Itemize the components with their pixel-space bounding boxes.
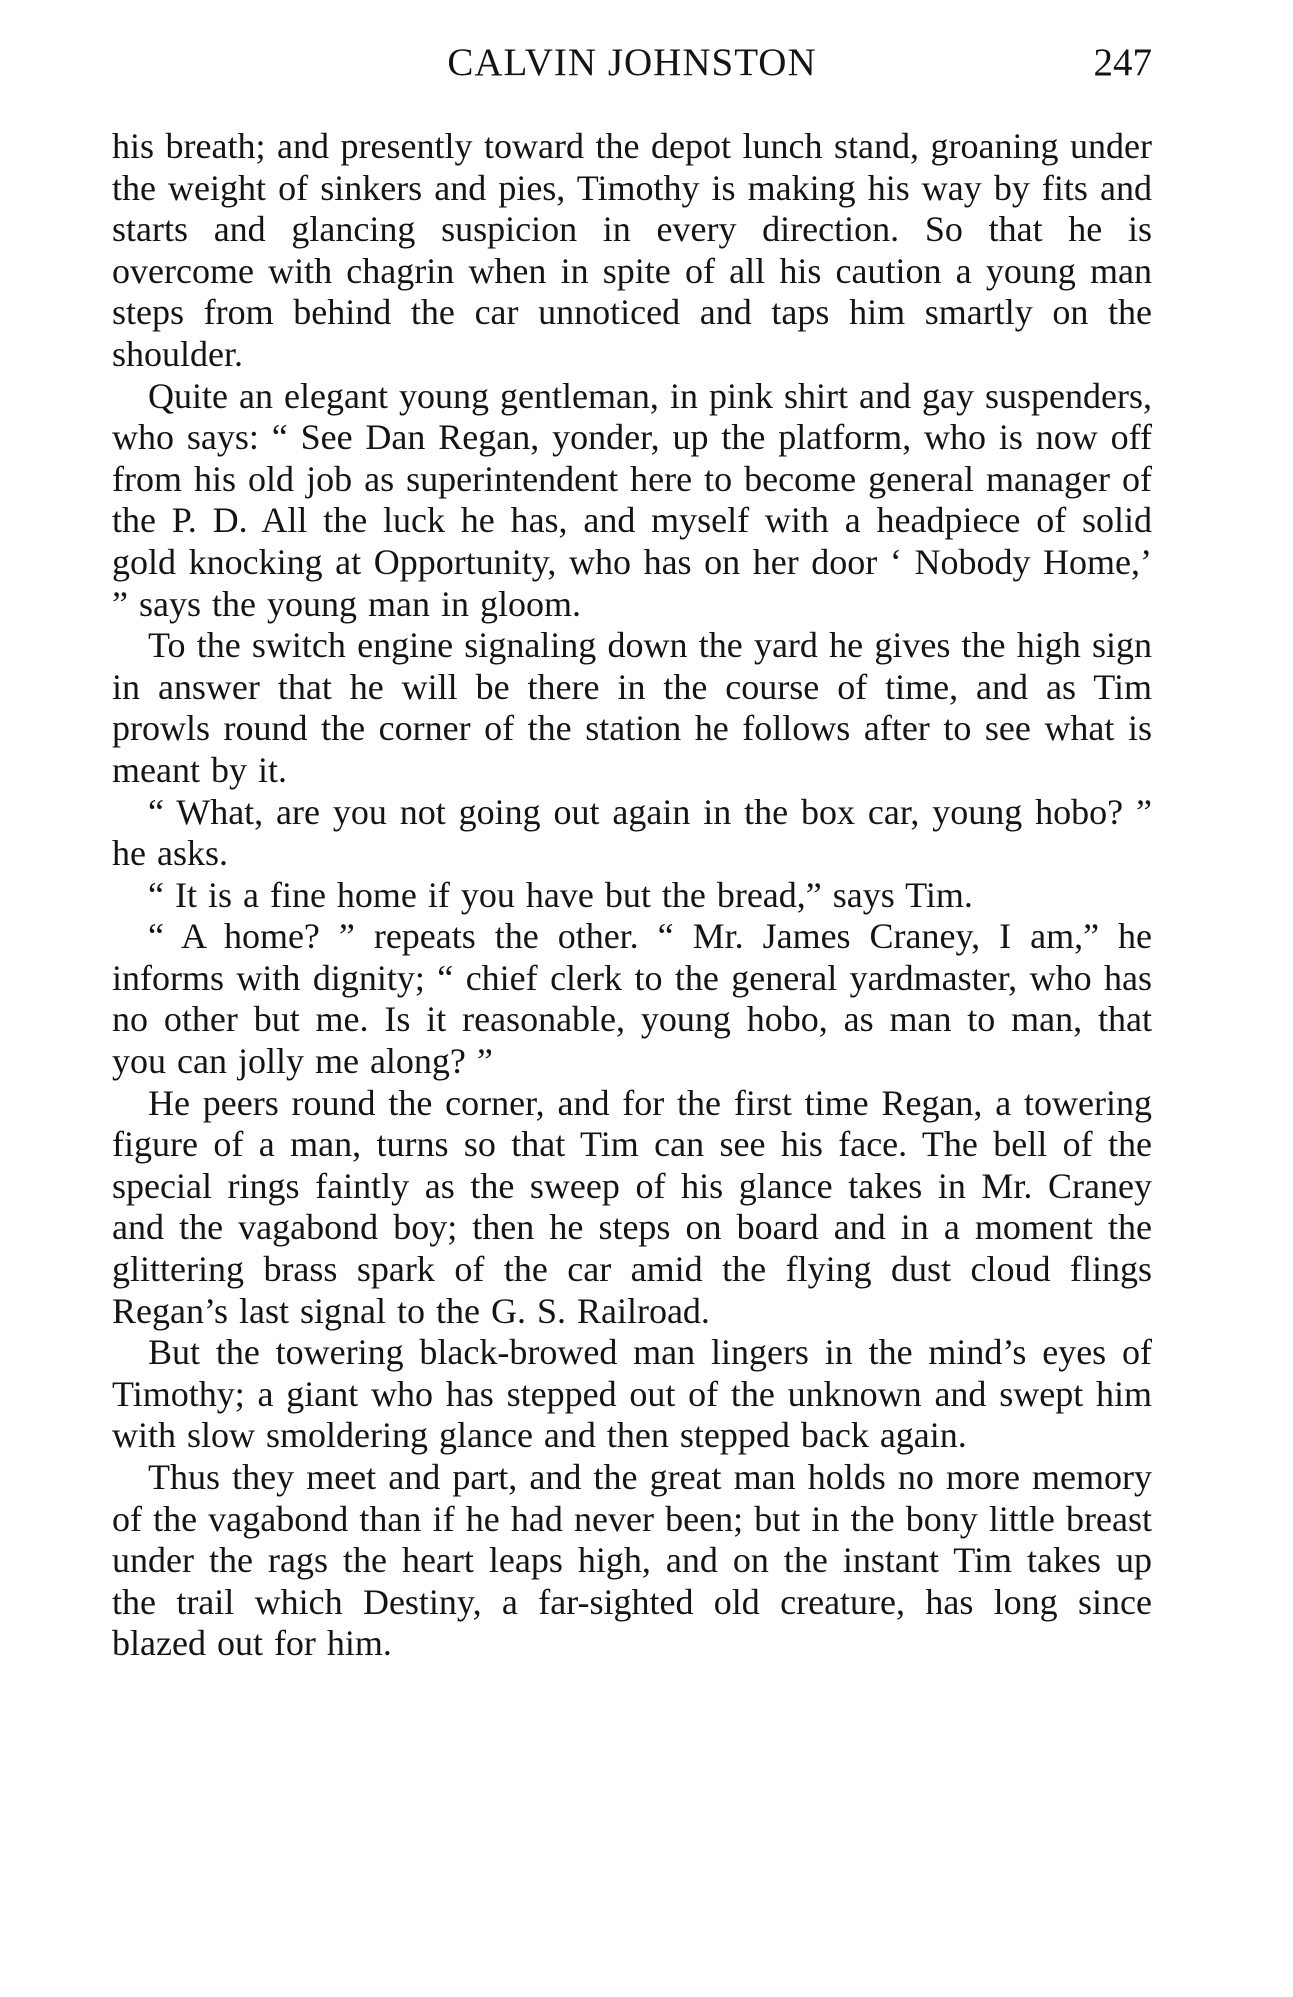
- paragraph-4: “ What, are you not going out again in the box car, young hobo? ” he asks.: [112, 791, 1152, 874]
- running-title: CALVIN JOHNSTON: [447, 41, 817, 84]
- paragraph-9: Thus they meet and part, and the great man holds no more memory of the vagabond than if he had never been; but in the bony little breast under the rags the heart leaps high, and on the instant Tim takes up the trail which Destiny, a far-sighted old creature, has long since blazed out for him.: [112, 1457, 1152, 1664]
- paragraph-5: “ It is a fine home if you have but the bread,” says Tim.: [148, 874, 973, 915]
- paragraph-7: He peers round the corner, and for the first time Regan, a towering figure of a man, turns so that Tim can see his face. The bell of the special rings faintly as the sweep of his glance takes in Mr. Craney and the vagabond boy; then he steps on board and in a moment the glittering brass spark of the car amid the flying dust cloud flings Regan’s last signal to the G. S. Railroad.: [112, 1082, 1152, 1331]
- paragraph-2: Quite an elegant young gentleman, in pink shirt and gay suspenders, who says: “ See Dan Regan, yonder, up the platform, who is now off from his old job as superintendent here to become general manager of the P. D. All the luck he has, and myself with a headpiece of solid gold knocking at Opportunity, who has on her door ‘ Nobody Home,’ ” says the young man in gloom.: [112, 375, 1152, 624]
- paragraph-1: his breath; and presently toward the depot lunch stand, groaning under the weight of sinkers and pies, Timothy is making his way by fits and starts and glancing suspicion in every direction. So that he is overcome with chagrin when in spite of all his caution a young man steps from behind the car unnoticed and taps him smartly on the shoulder.: [112, 126, 1152, 374]
- paragraph-6: “ A home? ” repeats the other. “ Mr. James Craney, I am,” he informs with dignity; “ chief clerk to the general yardmaster, who has no other but me. Is it reasonable, young hobo, as man to man, that you can jolly me along? ”: [112, 916, 1152, 1082]
- body-text: [112, 126, 1152, 1665]
- page-number: 247: [1093, 41, 1152, 84]
- paragraph-3: To the switch engine signaling down the yard he gives the high sign in answer that he will be there in the course of time, and as Tim prowls round the corner of the station he follows after to see what is meant by it.: [112, 625, 1152, 790]
- paragraph-8: But the towering black-browed man lingers in the mind’s eyes of Timothy; a giant who has stepped out of the unknown and swept him with slow smoldering glance and then stepped back again.: [112, 1332, 1152, 1456]
- running-head: [112, 40, 1152, 96]
